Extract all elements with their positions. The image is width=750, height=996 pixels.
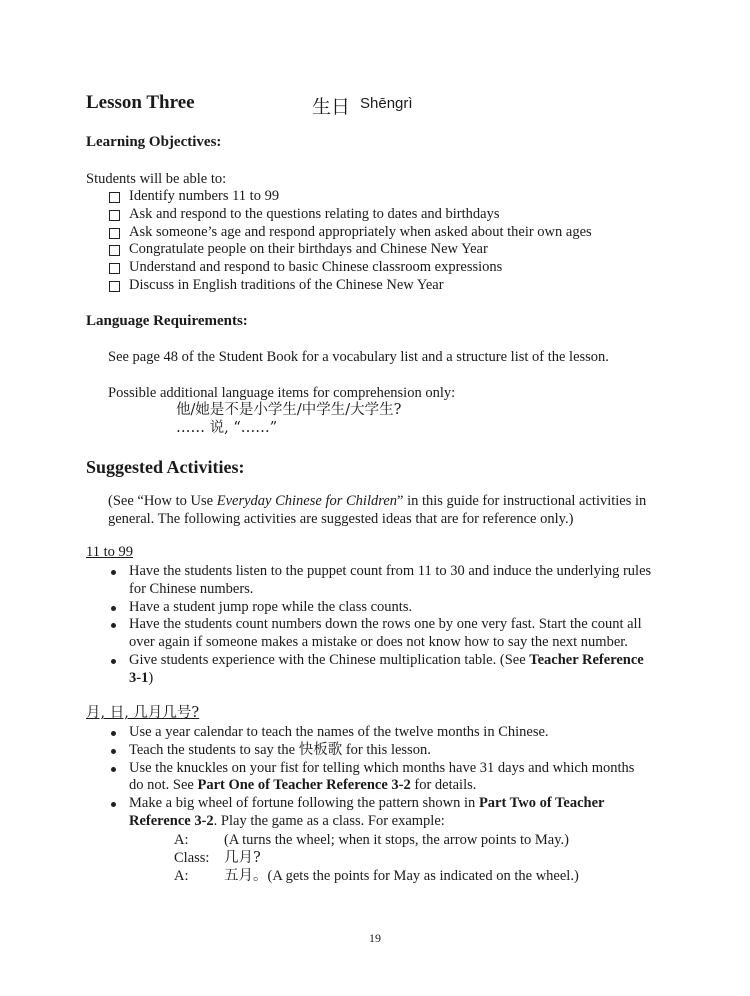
- section-title-numbers: 11 to 99: [86, 544, 133, 560]
- objectives-list: [108, 188, 592, 295]
- checkbox-icon: [109, 245, 120, 256]
- objectives-heading: Learning Objectives:: [86, 134, 222, 150]
- list-item: Use the knuckles on your fist for telling which months have 31 days and which months do not. See Part One of Teacher Reference 3-2 for details.: [108, 760, 688, 796]
- objective-item: Identify numbers 11 to 99: [108, 188, 592, 206]
- bullet-icon: [111, 570, 116, 575]
- chinese-example-1: 他/她是不是小学生/中学生/大学生?: [176, 402, 402, 418]
- objective-item: Ask and respond to the questions relating to dates and birthdays: [108, 206, 592, 224]
- checkbox-icon: [109, 263, 120, 274]
- chinese-example-2: …… 说, “……”: [176, 420, 278, 436]
- dialog-line: 几月?: [224, 850, 261, 866]
- dialog-speaker: Class:: [174, 850, 210, 866]
- list-item: Have the students count numbers down the rows one by one very fast. Start the count all over again if someone makes a mistake or does not know how to say the next number.: [108, 616, 688, 652]
- bullet-icon: [111, 749, 116, 754]
- activities-note-line2: general. The following activities are suggested ideas that are for reference only.): [108, 511, 574, 527]
- numbers-activity-list: [108, 563, 688, 688]
- section-title-months: 月, 日, 几月几号?: [86, 705, 200, 721]
- language-paragraph: See page 48 of the Student Book for a vocabulary list and a structure list of the lesson.: [108, 349, 609, 365]
- bullet-icon: [111, 731, 116, 736]
- pinyin-title: Shēngrì: [360, 95, 413, 112]
- objectives-intro: Students will be able to:: [86, 171, 227, 187]
- list-item: Teach the students to say the 快板歌 for this lesson.: [108, 742, 688, 760]
- objective-item: Congratulate people on their birthdays and Chinese New Year: [108, 241, 592, 259]
- bullet-icon: [111, 606, 116, 611]
- activities-heading: Suggested Activities:: [86, 457, 245, 477]
- dialog-line: (A turns the wheel; when it stops, the arrow points to May.): [224, 832, 569, 848]
- list-item: Use a year calendar to teach the names of the twelve months in Chinese.: [108, 724, 688, 742]
- dialog-speaker: A:: [174, 868, 189, 884]
- lesson-title: Lesson Three: [86, 92, 195, 113]
- objective-item: Ask someone’s age and respond appropriately when asked about their own ages: [108, 224, 592, 242]
- page-number: 19: [369, 931, 381, 945]
- months-activity-list: [108, 724, 688, 831]
- dialog-line: 五月。(A gets the points for May as indicated on the wheel.): [224, 868, 579, 884]
- checkbox-icon: [109, 210, 120, 221]
- bullet-icon: [111, 623, 116, 628]
- dialog-speaker: A:: [174, 832, 189, 848]
- bullet-icon: [111, 767, 116, 772]
- objective-item: Discuss in English traditions of the Chinese New Year: [108, 277, 592, 295]
- list-item: Make a big wheel of fortune following the pattern shown in Part Two of Teacher Reference 3-2. Play the game as a class. For example:: [108, 795, 688, 831]
- activities-note: (See “How to Use Everyday Chinese for Children” in this guide for instructional activities in: [108, 493, 647, 509]
- checkbox-icon: [109, 281, 120, 292]
- language-intro: Possible additional language items for comprehension only:: [108, 385, 456, 401]
- language-heading: Language Requirements:: [86, 313, 248, 329]
- bullet-icon: [111, 659, 116, 664]
- checkbox-icon: [109, 228, 120, 239]
- list-item: Have the students listen to the puppet count from 11 to 30 and induce the underlying rules for Chinese numbers.: [108, 563, 688, 599]
- checkbox-icon: [109, 192, 120, 203]
- list-item: Have a student jump rope while the class counts.: [108, 599, 688, 617]
- bullet-icon: [111, 802, 116, 807]
- chinese-title: 生日: [312, 97, 351, 118]
- objective-item: Understand and respond to basic Chinese classroom expressions: [108, 259, 592, 277]
- list-item: Give students experience with the Chinese multiplication table. (See Teacher Reference 3-1): [108, 652, 688, 688]
